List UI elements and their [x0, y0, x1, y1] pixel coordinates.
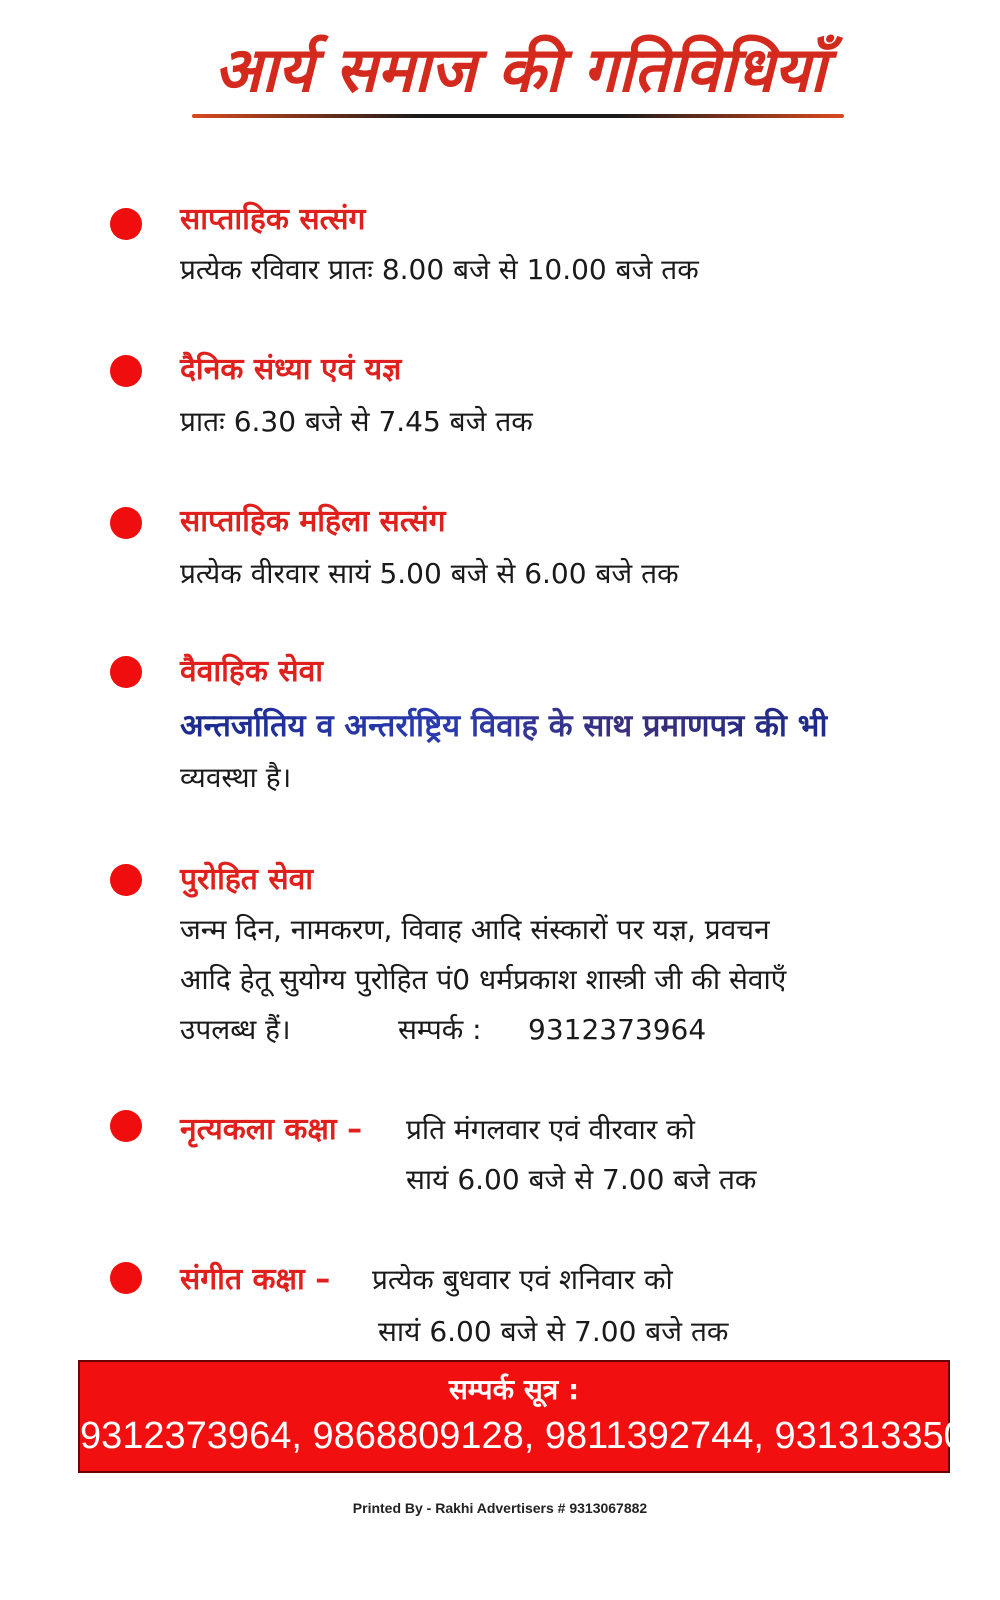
contact-box [78, 1360, 986, 1473]
bullet-icon [110, 864, 142, 896]
activity-detail: सायं 6.00 बजे से 7.00 बजे तक [406, 1163, 757, 1196]
activity-detail: प्रत्येक रविवार प्रातः 8.00 बजे से 10.00 बजे तक [180, 253, 699, 286]
contact-number: 9312373964 [528, 1013, 707, 1046]
activity-detail: उपलब्ध हैं। [180, 1013, 291, 1046]
bullet-icon [110, 208, 142, 240]
activity-detail: प्रति मंगलवार एवं वीरवार को [406, 1113, 695, 1146]
activity-heading: संगीत कक्षा – [180, 1262, 331, 1297]
activity-detail: प्रत्येक वीरवार सायं 5.00 बजे से 6.00 बजे तक [180, 557, 679, 590]
contact-box-label: सम्पर्क सूत्र : [448, 1373, 580, 1406]
activity-heading: दैनिक संध्या एवं यज्ञ [180, 352, 402, 387]
activity-heading: साप्ताहिक महिला सत्संग [180, 504, 446, 539]
bullet-icon [110, 656, 142, 688]
printed-by: Printed By - Rakhi Advertisers # 9313067882 [352, 1500, 648, 1516]
activity-detail: सायं 6.00 बजे से 7.00 बजे तक [378, 1315, 729, 1348]
activity-detail: अन्तर्जातिय व अन्तर्राष्ट्रिय विवाह के साथ प्रमाणपत्र की भी [180, 704, 828, 748]
bullet-icon [110, 1110, 142, 1142]
activity-detail: जन्म दिन, नामकरण, विवाह आदि संस्कारों पर यज्ञ, प्रवचन [180, 913, 770, 946]
activity-detail: व्यवस्था है। [180, 761, 292, 794]
bullet-icon [110, 355, 142, 387]
title-underline [192, 114, 844, 118]
bullet-icon [110, 1262, 142, 1294]
activity-detail: आदि हेतू सुयोग्य पुरोहित पं0 धर्मप्रकाश शास्त्री जी की सेवाएँ [180, 963, 787, 996]
activity-heading: साप्ताहिक सत्संग [180, 202, 366, 237]
activity-detail: प्रातः 6.30 बजे से 7.45 बजे तक [180, 405, 533, 438]
contact-box-numbers: 9312373964, 9868809128, 9811392744, 9313133500 [80, 1415, 986, 1457]
bullet-icon [110, 507, 142, 539]
activity-detail: प्रत्येक बुधवार एवं शनिवार को [372, 1263, 673, 1296]
activity-heading: नृत्यकला कक्षा – [180, 1112, 363, 1147]
activity-heading: वैवाहिक सेवा [180, 654, 324, 689]
contact-label: सम्पर्क : [398, 1013, 482, 1046]
page-title: आर्य समाज की गतिविधियाँ [214, 33, 826, 106]
activity-heading: पुरोहित सेवा [180, 862, 314, 897]
